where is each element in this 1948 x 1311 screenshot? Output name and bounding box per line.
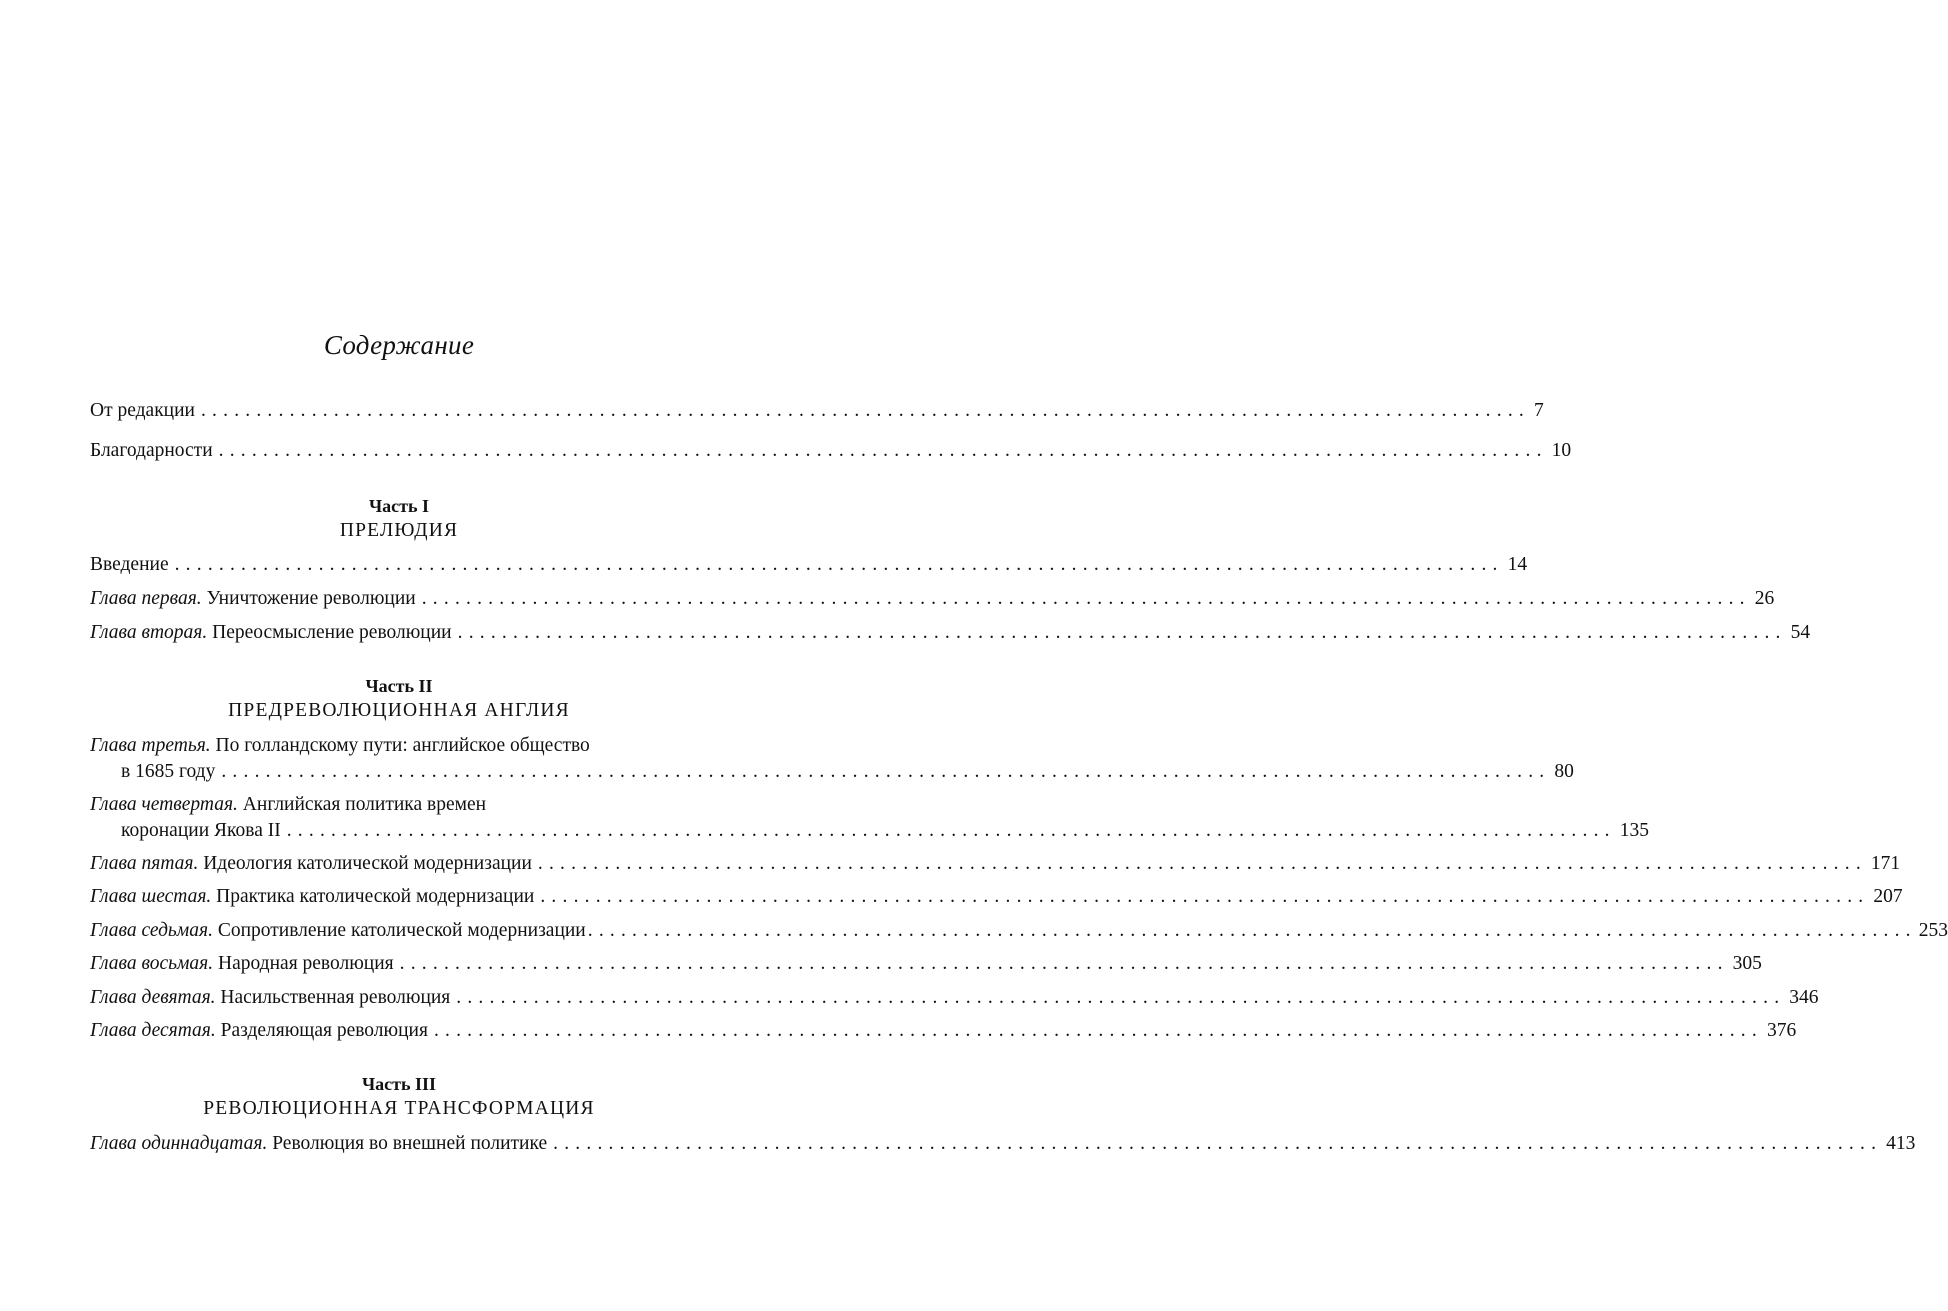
page-number: 171 — [1870, 853, 1901, 874]
leader-dots: ........................................................................................................................ — [399, 953, 1729, 974]
chapter-number: Глава первая. — [90, 588, 202, 609]
toc-entry[interactable] — [90, 985, 1819, 1011]
entry-text-continued: коронации Якова II — [121, 820, 281, 841]
part-number: Часть II — [365, 676, 433, 696]
chapter-number: Глава пятая. — [90, 853, 199, 874]
toc-entry[interactable] — [90, 918, 1948, 944]
leader-dots: ........................................................................................................................ — [421, 588, 1751, 609]
entry-text-continued: в 1685 году — [121, 761, 216, 782]
chapter-number: Глава девятая. — [90, 987, 216, 1008]
leader-dots: ........................................................................................................................ — [221, 761, 1551, 782]
page-number: 346 — [1789, 987, 1819, 1008]
entry-text: Переосмысление революции — [212, 622, 452, 643]
entry-text: Идеология католической модернизации — [203, 853, 532, 874]
entry-text: Революция во внешней политике — [272, 1133, 548, 1154]
leader-dots: ........................................................................................................................ — [200, 400, 1530, 421]
toc-entry[interactable] — [90, 1018, 1797, 1044]
page-number: 80 — [1554, 761, 1574, 782]
page-number: 305 — [1732, 953, 1762, 974]
page-number: 54 — [1790, 622, 1811, 643]
part-heading — [90, 674, 708, 724]
page-number: 7 — [1533, 400, 1544, 421]
entry-text: Уничтожение революции — [206, 588, 416, 609]
page-number: 26 — [1754, 588, 1775, 609]
chapter-number: Глава одиннадцатая. — [90, 1133, 268, 1154]
leader-dots: ........................................................................................................................ — [174, 554, 1504, 575]
entry-text: Сопротивление католической модернизации — [217, 920, 586, 941]
entry-text: От редакции — [90, 400, 195, 421]
entry-text: Английская политика времен — [242, 794, 487, 815]
leader-dots: ........................................................................................................................ — [540, 886, 1870, 907]
leader-dots: ........................................................................................................................ — [286, 820, 1616, 841]
part-title: ПРЕЛЮДИЯ — [339, 520, 459, 541]
leader-dots: ........................................................................................................................ — [587, 920, 1917, 941]
toc-entry[interactable] — [90, 620, 1811, 646]
toc-entry[interactable] — [90, 951, 1762, 977]
entry-text: Благодарности — [90, 440, 213, 461]
entry-text: Насильственная революция — [220, 987, 451, 1008]
page-number: 376 — [1766, 1020, 1797, 1041]
entry-text: Разделяющая революция — [220, 1020, 428, 1041]
entry-text: Практика католической модернизации — [216, 886, 535, 907]
part-title: РЕВОЛЮЦИОННАЯ ТРАНСФОРМАЦИЯ — [203, 1098, 595, 1119]
toc-entry[interactable] — [90, 586, 1775, 612]
leader-dots: ........................................................................................................................ — [457, 622, 1787, 643]
part-heading — [90, 1072, 708, 1122]
page-number: 14 — [1507, 554, 1528, 575]
entry-text: Введение — [90, 554, 169, 575]
toc-entry[interactable] — [90, 851, 1901, 877]
part-number: Часть III — [361, 1074, 437, 1094]
page-number: 253 — [1918, 920, 1948, 941]
toc-title: Содержание — [323, 330, 475, 360]
page-number: 207 — [1873, 886, 1903, 907]
chapter-number: Глава шестая. — [90, 886, 212, 907]
toc-entry[interactable] — [90, 733, 1574, 785]
toc-entry[interactable] — [90, 552, 1528, 578]
entry-text: По голландскому пути: английское общество — [215, 735, 590, 756]
leader-dots: ........................................................................................................................ — [456, 987, 1786, 1008]
page-number: 413 — [1886, 1133, 1916, 1154]
chapter-number: Глава восьмая. — [90, 953, 214, 974]
toc-entry[interactable] — [90, 884, 1903, 910]
toc-entry[interactable] — [90, 398, 1544, 424]
chapter-number: Глава третья. — [90, 735, 211, 756]
part-heading — [90, 494, 708, 544]
chapter-number: Глава седьмая. — [90, 920, 213, 941]
leader-dots: ........................................................................................................................ — [537, 853, 1867, 874]
page-number: 10 — [1551, 440, 1572, 461]
leader-dots: ........................................................................................................................ — [218, 440, 1548, 461]
toc-entry[interactable] — [90, 438, 1572, 464]
page-number: 135 — [1619, 820, 1649, 841]
chapter-number: Глава четвертая. — [90, 794, 238, 815]
part-number: Часть I — [368, 496, 430, 516]
leader-dots: ........................................................................................................................ — [433, 1020, 1763, 1041]
toc-entry[interactable] — [90, 792, 1649, 844]
part-title: ПРЕДРЕВОЛЮЦИОННАЯ АНГЛИЯ — [228, 700, 570, 721]
leader-dots: ........................................................................................................................ — [553, 1133, 1883, 1154]
chapter-number: Глава вторая. — [90, 622, 208, 643]
chapter-number: Глава десятая. — [90, 1020, 216, 1041]
toc-entry[interactable] — [90, 1131, 1916, 1157]
entry-text: Народная революция — [218, 953, 394, 974]
